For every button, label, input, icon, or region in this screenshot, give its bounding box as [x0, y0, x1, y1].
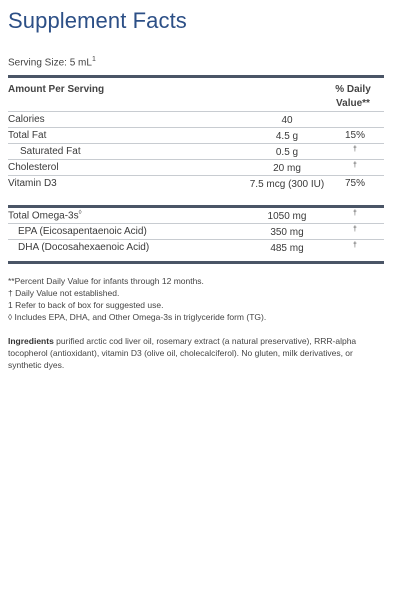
- serving-size-label: Serving Size: 5 mL: [8, 57, 92, 69]
- serving-size-footnote-mark: 1: [91, 56, 96, 63]
- nutrient-row-calories: [8, 111, 384, 127]
- nutrient-row-epa: [8, 223, 384, 239]
- nutrient-amount: 40: [281, 115, 293, 127]
- nutrient-name: EPA (Eicosapentaenoic Acid): [18, 226, 147, 238]
- nutrient-row-dha: [8, 239, 384, 255]
- nutrient-amount: 1050 mg: [267, 211, 307, 223]
- panel-title: Supplement Facts: [8, 8, 187, 33]
- footnote: ◊ Includes EPA, DHA, and Other Omega-3s in triglyceride form (TG).: [8, 312, 267, 323]
- nutrient-amount: 0.5 g: [275, 147, 299, 159]
- nutrient-row-total-fat: [8, 127, 384, 143]
- nutrient-row-vitamin-d3: [8, 175, 384, 205]
- nutrient-name: DHA (Docosahexaenoic Acid): [18, 242, 150, 254]
- nutrient-amount: 4.5 g: [275, 131, 299, 143]
- nutrient-name: Total Fat: [8, 130, 47, 142]
- nutrient-name: [8, 208, 248, 221]
- nutrient-dv: †: [353, 146, 357, 154]
- footnote: † Daily Value not established.: [8, 288, 120, 299]
- nutrient-dv: 15%: [344, 130, 365, 142]
- footnote: **Percent Daily Value for infants through 12 months.: [8, 276, 204, 287]
- nutrient-name-text: Total Omega-3s: [8, 210, 79, 222]
- supplement-facts-panel: [8, 0, 384, 371]
- nutrient-amount: 350 mg: [270, 227, 304, 239]
- nutrient-dv: †: [353, 242, 357, 250]
- serving-size: [8, 56, 384, 68]
- omega-footnote-mark: ◊: [78, 210, 82, 217]
- nutrient-dv: [326, 112, 384, 114]
- nutrient-amount: 485 mg: [270, 243, 304, 255]
- nutrient-name: Calories: [8, 114, 45, 126]
- nutrient-amount: 20 mg: [273, 163, 301, 175]
- nutrient-row-total-omega-3s: [8, 208, 384, 223]
- footnotes: [8, 275, 384, 323]
- amount-per-serving-header: Amount Per Serving: [8, 84, 105, 96]
- nutrient-row-saturated-fat: [8, 143, 384, 159]
- table-header: [8, 78, 384, 111]
- nutrient-name: Vitamin D3: [8, 178, 57, 190]
- ingredients-label: Ingredients: [8, 336, 54, 347]
- nutrient-name: Saturated Fat: [20, 146, 81, 158]
- bottom-rule: [8, 261, 384, 264]
- nutrient-name: Cholesterol: [8, 162, 59, 174]
- ingredients: [8, 335, 384, 371]
- nutrient-amount: 7.5 mcg (300 IU): [249, 179, 325, 191]
- nutrient-dv: †: [353, 210, 357, 218]
- nutrient-dv: †: [353, 226, 357, 234]
- nutrient-row-cholesterol: [8, 159, 384, 175]
- daily-value-header: % Daily Value**: [335, 84, 371, 110]
- nutrient-dv: 75%: [344, 178, 365, 190]
- ingredients-text: purified arctic cod liver oil, rosemary extract (a natural preservative), RRR-alpha tocopherol (antioxidant), vitamin D3 (olive oil, cholecalciferol). No gluten, milk derivatives, or synthetic dyes.: [8, 336, 357, 371]
- nutrient-dv: †: [353, 162, 357, 170]
- footnote: 1 Refer to back of box for suggested use.: [8, 300, 164, 311]
